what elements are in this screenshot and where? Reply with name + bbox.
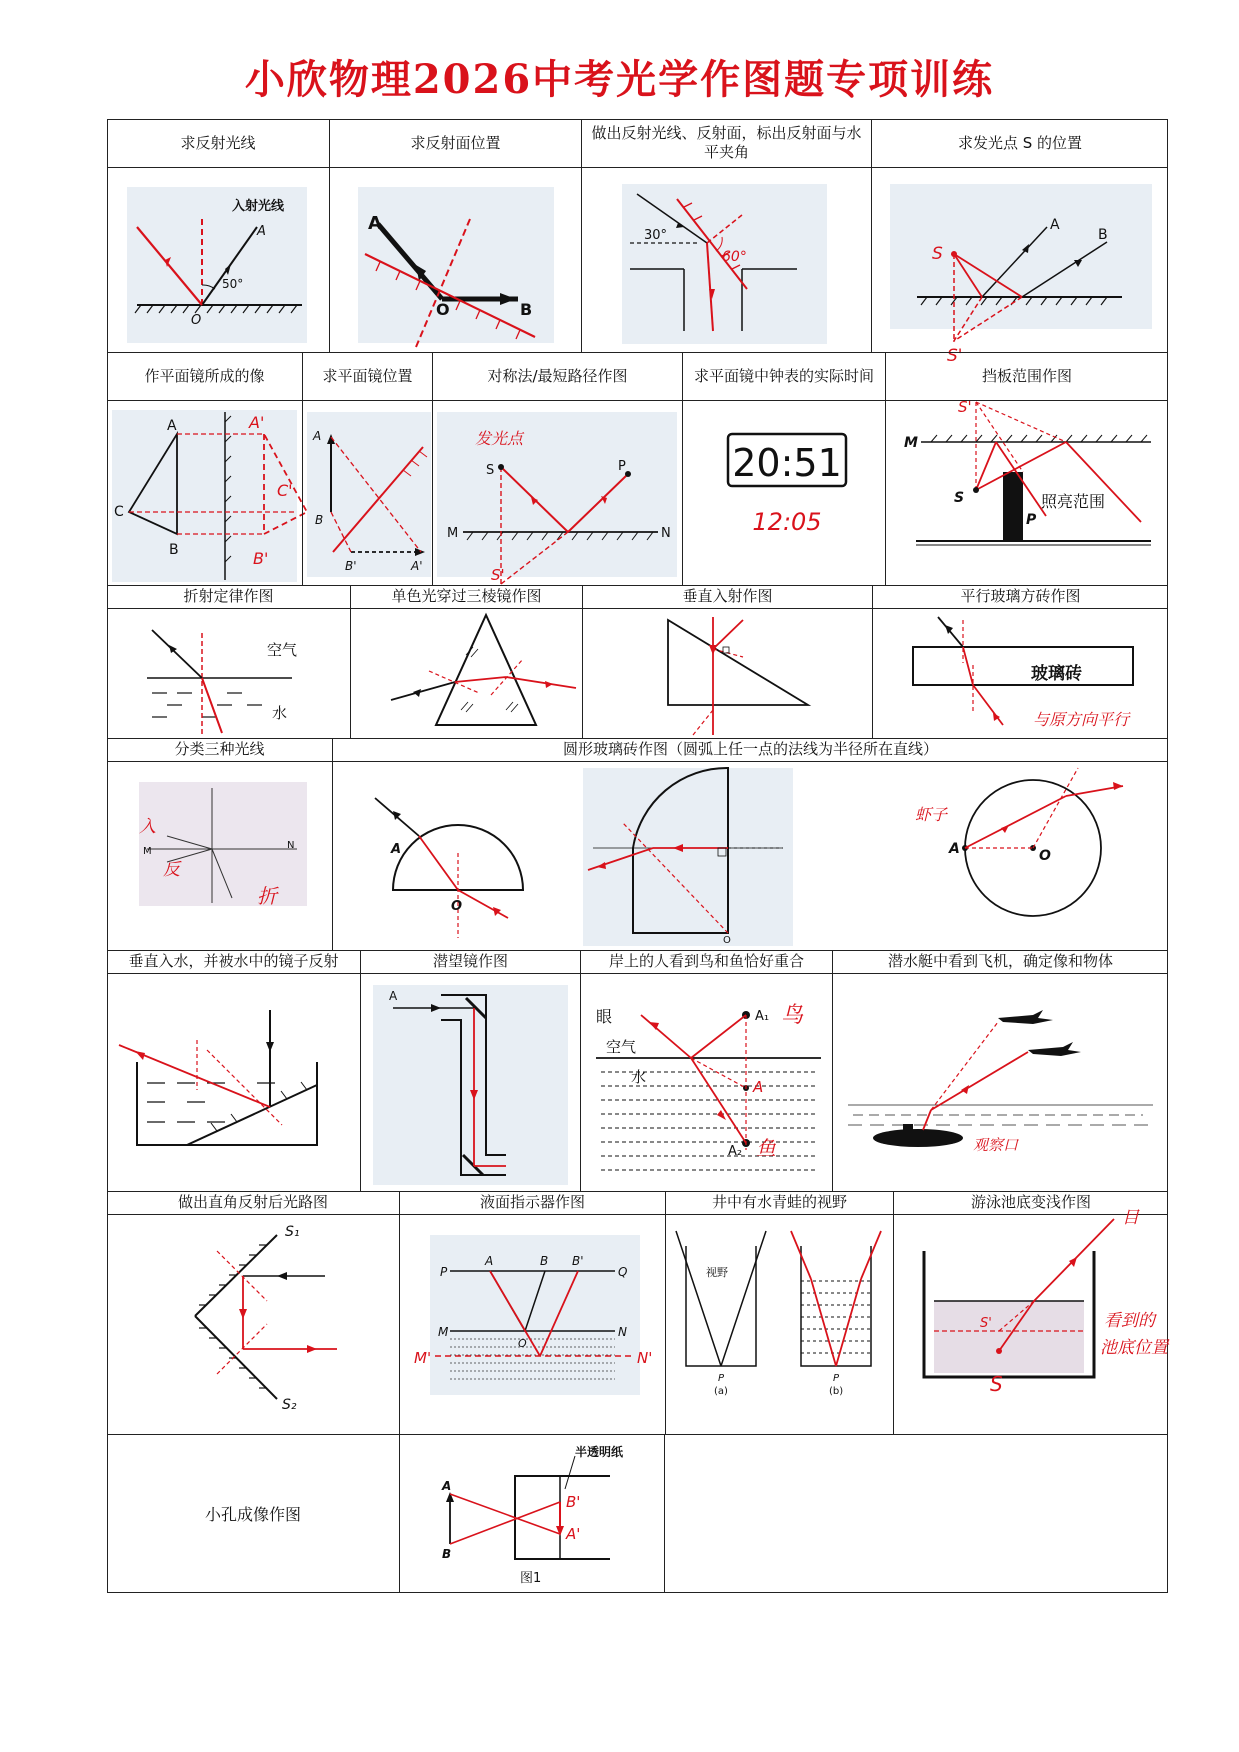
diagram-submarine xyxy=(833,950,1169,1191)
label-m: M xyxy=(438,1325,449,1339)
label-a: A xyxy=(391,842,402,857)
figure-caption: 图1 xyxy=(520,1571,542,1586)
label-in: 入 xyxy=(139,817,156,837)
label-b: B xyxy=(520,300,533,319)
cell-normal-incidence xyxy=(582,585,872,738)
label-a3: A xyxy=(949,841,960,857)
cell-well-frog xyxy=(665,1191,893,1434)
label-b: B xyxy=(442,1547,452,1561)
cell-pinhole-diagram xyxy=(399,1434,665,1593)
clock-answer: 12:05 xyxy=(752,508,822,536)
label-n: N xyxy=(661,526,671,541)
label-note: 与原方向平行 xyxy=(1033,710,1130,729)
label-p: P xyxy=(440,1265,448,1279)
diagram-well-frog xyxy=(666,1191,894,1434)
diagram-right-angle-mirrors xyxy=(107,1191,399,1434)
cell-header: 对称法/最短路径作图 xyxy=(433,352,682,401)
label-fish: 鱼 xyxy=(756,1136,776,1160)
label-o: O xyxy=(191,313,202,328)
diagram-pinhole xyxy=(400,1434,666,1593)
row-3 xyxy=(107,585,1168,738)
cell-header: 单色光穿过三棱镜作图 xyxy=(351,585,582,609)
label-b-image: B' xyxy=(345,559,357,573)
cell-header: 挡板范围作图 xyxy=(886,352,1168,401)
label-s: S xyxy=(486,463,495,478)
cell-header: 潜望镜作图 xyxy=(361,950,580,974)
label-a1: A₁ xyxy=(755,1009,770,1024)
row-5 xyxy=(107,950,1168,1191)
row-7 xyxy=(107,1434,1168,1593)
label-o: O xyxy=(518,1337,527,1350)
label-water: 水 xyxy=(631,1068,647,1086)
label-o: O xyxy=(451,899,463,914)
label-a: A xyxy=(167,418,177,434)
cell-header: 折射定律作图 xyxy=(107,585,350,609)
cell-clock xyxy=(682,352,885,585)
cell-glass-brick xyxy=(872,585,1168,738)
label-s-image: S' xyxy=(980,1316,992,1331)
diagram-barrier-range xyxy=(886,352,1169,585)
cell-liquid-indicator xyxy=(399,1191,665,1434)
label-note: 照亮范围 xyxy=(1041,492,1106,511)
label-view: 视野 xyxy=(706,1266,728,1279)
label-m: M xyxy=(447,526,459,541)
label-a-image: A' xyxy=(566,1525,581,1543)
diagram-mirror-position xyxy=(330,119,582,352)
label-s-image: S' xyxy=(947,346,963,366)
diagram-water-mirror xyxy=(107,950,360,1191)
cell-header: 垂直入水，并被水中的镜子反射 xyxy=(107,950,360,974)
diagram-round-glass xyxy=(333,738,1169,950)
diagram-clock xyxy=(683,352,886,585)
diagram-periscope xyxy=(361,950,581,1191)
cell-water-mirror xyxy=(107,950,360,1191)
label-30: 30° xyxy=(644,228,668,243)
label-water: 水 xyxy=(272,704,288,722)
diagram-bird-fish xyxy=(581,950,833,1191)
label-s2: S₂ xyxy=(282,1397,297,1413)
label-a: A xyxy=(313,429,322,443)
label-air: 空气 xyxy=(606,1038,637,1056)
row-6 xyxy=(107,1191,1168,1434)
label-60: 60° xyxy=(722,249,747,265)
cell-bird-fish xyxy=(580,950,832,1191)
cell-right-angle-mirrors xyxy=(107,1191,399,1434)
label-bird: 鸟 xyxy=(781,1003,804,1028)
diagram-light-source-s xyxy=(872,119,1169,366)
cell-prism xyxy=(350,585,582,738)
cell-barrier-range xyxy=(885,352,1168,585)
diagram-pool-depth xyxy=(894,1191,1169,1434)
label-a: A xyxy=(389,989,398,1003)
label-a: (a) xyxy=(714,1386,728,1397)
label-a: A xyxy=(753,1078,764,1096)
label-a-image: A' xyxy=(411,559,423,573)
label-a2: A₂ xyxy=(728,1144,743,1159)
label-b: B xyxy=(315,513,324,527)
cell-refraction-law xyxy=(107,585,350,738)
cell-three-rays xyxy=(107,738,332,950)
label-n-image: N' xyxy=(637,1349,653,1367)
page-title: 小欣物理2026中考光学作图题专项训练 xyxy=(244,56,995,103)
row-1 xyxy=(107,119,1168,366)
cell-round-glass xyxy=(332,738,1168,950)
label-c-image: C' xyxy=(277,481,293,500)
label-incident: 入射光线 xyxy=(232,199,285,214)
label-angle: 50° xyxy=(222,277,244,291)
label-eye: 眼 xyxy=(596,1007,613,1026)
cell-header: 作平面镜所成的像 xyxy=(107,352,302,401)
label-b-image: B' xyxy=(253,549,269,568)
label-refr: 折 xyxy=(257,884,277,908)
label-s: S xyxy=(954,490,965,506)
cell-header: 潜水艇中看到飞机，确定像和物体 xyxy=(833,950,1168,974)
diagram-reflected-ray xyxy=(107,119,329,352)
cell-mirror-position xyxy=(329,119,581,352)
label-s-image: S' xyxy=(491,566,505,584)
cell-header: 求反射面位置 xyxy=(330,119,581,168)
label-fish: 虾子 xyxy=(915,805,948,824)
label-note: 观察口 xyxy=(973,1136,1019,1154)
diagram-glass-brick xyxy=(873,585,1169,738)
cell-header: 分类三种光线 xyxy=(107,738,332,762)
label-pb: P xyxy=(833,1373,840,1384)
label-a-image: A' xyxy=(249,413,265,432)
label-refl: 反 xyxy=(163,860,180,880)
diagram-refraction-law xyxy=(107,585,350,738)
label-b: B xyxy=(1098,227,1108,243)
cell-light-source-s xyxy=(871,119,1168,366)
label-s1: S₁ xyxy=(285,1224,300,1240)
label-c: C xyxy=(114,504,124,520)
diagram-prism xyxy=(351,585,583,738)
label-o2: O xyxy=(723,935,731,946)
cell-header: 液面指示器作图 xyxy=(400,1191,665,1215)
diagram-find-mirror xyxy=(303,352,433,585)
label-m: M xyxy=(904,435,918,451)
label-b: (b) xyxy=(829,1386,844,1397)
label-b-image: B' xyxy=(566,1493,581,1511)
cell-pinhole-label xyxy=(107,1434,399,1593)
cell-header: 做出直角反射后光路图 xyxy=(107,1191,399,1215)
cell-header: 平行玻璃方砖作图 xyxy=(873,585,1168,609)
label-p: P xyxy=(1026,512,1037,528)
cell-header: 垂直入射作图 xyxy=(583,585,872,609)
cell-submarine xyxy=(832,950,1168,1191)
diagram-mirror-image xyxy=(107,352,302,585)
diagram-normal-incidence xyxy=(583,585,873,738)
label-a: A xyxy=(485,1254,494,1268)
label-a: A xyxy=(1050,217,1060,233)
label-a: A xyxy=(442,1479,452,1493)
cell-header: 岸上的人看到鸟和鱼恰好重合 xyxy=(581,950,832,974)
label-b-image: B' xyxy=(572,1254,584,1268)
label-o: O xyxy=(436,300,450,319)
cell-periscope xyxy=(360,950,580,1191)
label-b: B xyxy=(169,542,179,558)
label-q: Q xyxy=(618,1265,628,1279)
cell-header: 求发光点 S 的位置 xyxy=(872,119,1168,168)
cell-header: 做出反射光线、反射面，标出反射面与水平夹角 xyxy=(582,119,871,168)
label-glass: 玻璃砖 xyxy=(1031,664,1082,684)
cell-find-mirror xyxy=(302,352,432,585)
label-o3: O xyxy=(1039,848,1051,864)
row-2 xyxy=(107,352,1168,585)
diagram-three-rays xyxy=(107,738,332,950)
cell-header: 圆形玻璃砖作图（圆弧上任一点的法线为半径所在直线） xyxy=(333,738,1168,762)
label-paper: 半透明纸 xyxy=(575,1445,624,1459)
diagram-liquid-indicator xyxy=(400,1191,666,1434)
label-note: 发光点 xyxy=(475,429,524,448)
label-s-image: S' xyxy=(958,398,972,416)
label-m-image: M' xyxy=(414,1349,432,1367)
label-note1: 看到的 xyxy=(1104,1311,1155,1331)
row-4 xyxy=(107,738,1168,950)
label-pa: P xyxy=(718,1373,725,1384)
label-m: M xyxy=(143,846,152,857)
label-n: N xyxy=(618,1325,627,1339)
label-note2: 池底位置 xyxy=(1100,1338,1168,1358)
cell-reflected-ray xyxy=(107,119,329,352)
diagram-reflection-angle xyxy=(582,119,872,352)
cell-header: 求反射光线 xyxy=(107,119,329,168)
label-s: S xyxy=(990,1372,1003,1396)
label-a: A xyxy=(368,213,382,234)
label-p: P xyxy=(618,459,626,474)
diagram-shortest-path xyxy=(433,352,683,585)
cell-mirror-image xyxy=(107,352,302,585)
label-n: N xyxy=(287,840,295,851)
label-a: A xyxy=(257,224,266,239)
label-s: S xyxy=(932,244,943,264)
cell-header: 井中有水青蛙的视野 xyxy=(666,1191,893,1215)
label-eye: 目 xyxy=(1122,1208,1139,1228)
cell-pool-depth xyxy=(893,1191,1168,1434)
cell-header: 小孔成像作图 xyxy=(204,1505,301,1524)
cell-header: 游泳池底变浅作图 xyxy=(894,1191,1168,1215)
label-air: 空气 xyxy=(267,641,298,659)
cell-header: 求平面镜位置 xyxy=(303,352,432,401)
cell-header: 求平面镜中钟表的实际时间 xyxy=(683,352,885,401)
cell-reflection-angle xyxy=(581,119,871,352)
cell-shortest-path xyxy=(432,352,682,585)
clock-digits: 20:51 xyxy=(732,441,842,485)
label-b: B xyxy=(540,1254,549,1268)
